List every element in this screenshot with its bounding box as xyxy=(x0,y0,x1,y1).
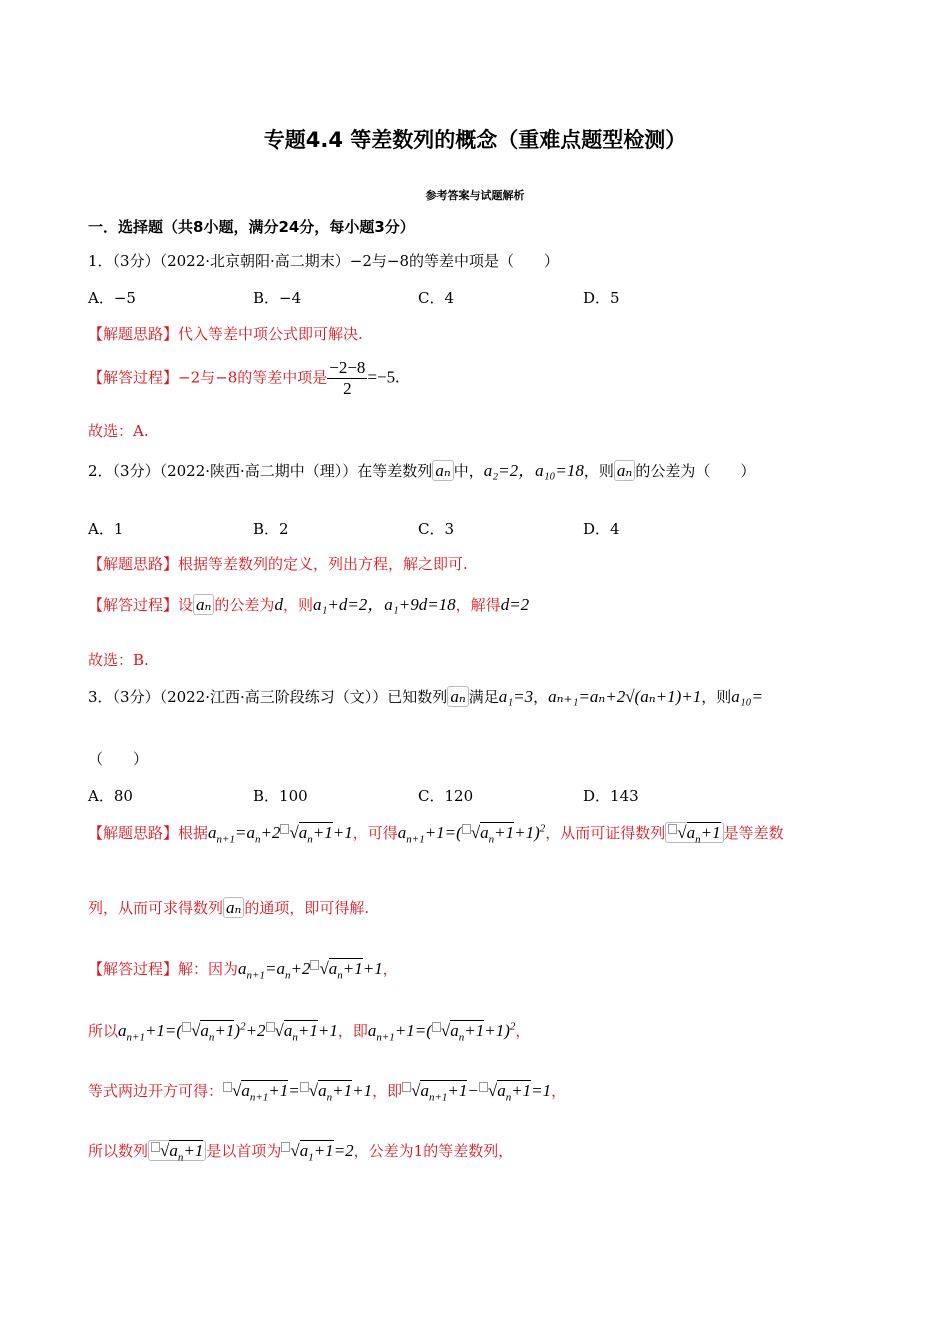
q2-option-d: D．4 xyxy=(583,520,620,538)
q1-option-c: C．4 xyxy=(418,289,455,307)
q1-option-a: A．−5 xyxy=(88,289,136,307)
q3-option-d: D．143 xyxy=(583,787,639,805)
q2-seq-2: aₙ xyxy=(614,460,635,481)
q3-idea-label: 【解题思路】 xyxy=(88,824,179,842)
q2-option-a: A．1 xyxy=(88,520,124,538)
q2-stem-pre: 2．（3分）（2022·陕西·高二期中（理））在等差数列 xyxy=(88,462,433,480)
q3-line2-eq2: $a_{n+1}+1=$( $√a_n+1+1)^2$ xyxy=(367,1020,516,1044)
q1-frac-den: 2 xyxy=(343,379,352,398)
q3-idea-4: 是等差数 xyxy=(723,824,784,842)
q1-stem: 1．（3分）（2022·北京朝阳·高二期末）−2与−8的等差中项是（ ） xyxy=(88,252,560,270)
q2-idea xyxy=(88,553,468,574)
q2-option-c: C．3 xyxy=(418,520,455,538)
q2-proc-res: d=2 xyxy=(500,595,530,614)
q1-proc-post: =−5. xyxy=(367,367,400,387)
q3-option-a: A．80 xyxy=(88,787,133,805)
q3-stem-then: ，则 xyxy=(701,688,732,706)
q2-stem-post: 的公差为（ ） xyxy=(635,462,756,480)
q3-idea-eq1: $a_{n+1}=a_n+2$ $√a_n+1+1$ xyxy=(208,823,353,846)
q3-line3: 等式两边开方可得： $√a_{n+1}+1= √a_n+1+1$，即 $√a_{n+1}+1- √a_n+1=1$， xyxy=(88,1081,567,1104)
q2-idea-label: 【解题思路】 xyxy=(88,555,179,573)
q3-stem-mid: 满足 xyxy=(468,688,499,706)
q2-stem-then: ，则 xyxy=(583,462,614,480)
q3-proc-eq: $a_{n+1}=a_n+2$ $√a_n+1+1$ xyxy=(238,959,383,982)
q2-proc-3: ，则 xyxy=(282,596,313,614)
q3-line3-eq1: $√a_{n+1}+1= √a_n+1+1$ xyxy=(223,1081,372,1100)
q2-stem-mid: 中， xyxy=(453,462,484,480)
q3-stem: 3．（3分）（2022·江西·高三阶段练习（文））已知数列 aₙ 满足a₁=3，aₙ₊₁=aₙ+2√(aₙ+1)+1，则a₁₀= xyxy=(88,687,764,706)
page-title: 专题4.4 等差数列的概念（重难点题型检测） xyxy=(263,128,687,152)
q3-target: a₁₀= xyxy=(731,687,764,706)
q3-seq: aₙ xyxy=(447,686,468,707)
q2-proc-2: 的公差为 xyxy=(214,596,275,614)
q3-line4-pre: 所以数列 xyxy=(88,1142,149,1160)
q3-line4-mid: 是以首项为 xyxy=(206,1142,282,1160)
q3-line4-eq: $√a_1+1=2$ xyxy=(281,1141,353,1160)
q1-idea xyxy=(88,323,363,344)
q3-idea-3: ，从而可证得数列 xyxy=(545,824,666,842)
q3-idea-seq: $√a_n+1$ xyxy=(665,822,723,843)
q1-option-b: B．−4 xyxy=(253,289,302,307)
section-heading: 一．选择题（共8小题，满分24分，每小题3分） xyxy=(88,218,415,236)
page-subtitle: 参考答案与试题解析 xyxy=(425,189,525,202)
q2-answer: 故选：B. xyxy=(88,651,149,669)
q2-proc-4: ，解得 xyxy=(455,596,501,614)
q1-option-d: D．5 xyxy=(583,289,620,307)
q2-stem xyxy=(88,456,755,481)
q3-cond1: a₁=3 xyxy=(498,687,534,706)
q1-proc-label: 【解答过程】 xyxy=(88,368,179,387)
q3-idea xyxy=(88,822,784,845)
q2-seq: aₙ xyxy=(432,460,453,481)
q2-proc-seq: aₙ xyxy=(193,594,214,615)
q3-idea-6: 的通项，即可得解. xyxy=(244,899,370,917)
q1-process xyxy=(88,358,399,399)
q1-fraction xyxy=(327,358,367,399)
q3-process: 【解答过程】解：因为$a_{n+1}=a_n+2$ $√a_n+1+1$， xyxy=(88,959,398,982)
q1-proc-pre: −2与−8的等差中项是 xyxy=(178,368,328,387)
q2-idea-text: 根据等差数列的定义，列出方程，解之即可. xyxy=(178,555,468,573)
q3-paren: （ ） xyxy=(88,750,149,768)
q3-line2-pre: 所以 xyxy=(88,1022,119,1040)
q2-process xyxy=(88,590,529,615)
q3-idea-seq-2: aₙ xyxy=(223,897,244,918)
q1-answer: 故选：A. xyxy=(88,422,149,440)
q3-line4 xyxy=(88,1140,513,1163)
q1-idea-text: 代入等差中项公式即可解决. xyxy=(178,325,363,343)
q3-cond2: aₙ₊₁=aₙ+2√(aₙ+1)+1 xyxy=(548,687,702,706)
q3-idea-cont xyxy=(88,897,369,918)
q2-option-b: B．2 xyxy=(253,520,289,538)
q3-line4-seq: $√a_n+1$ xyxy=(148,1140,206,1161)
q3-proc-1: 解：因为 xyxy=(178,960,239,978)
q3-idea-2: ，可得 xyxy=(352,824,398,842)
q3-option-c: C．120 xyxy=(418,787,474,805)
q3-line4-post: ，公差为1的等差数列， xyxy=(353,1142,514,1160)
q3-line2-eq1: $a_{n+1}+1=$( $√a_n+1)^2+2$ $√a_n+1+1$ xyxy=(118,1020,338,1044)
q2-proc-label: 【解答过程】 xyxy=(88,596,179,614)
q3-line3-eq2: $√a_{n+1}+1- √a_n+1=1$ xyxy=(402,1081,551,1100)
q2-proc-d: d xyxy=(274,595,283,614)
q2-cond: a₂=2，a₁₀=18 xyxy=(483,461,584,480)
q3-stem-pre: 3．（3分）（2022·江西·高三阶段练习（文））已知数列 xyxy=(88,688,448,706)
q3-idea-1: 根据 xyxy=(178,824,209,842)
q1-idea-label: 【解题思路】 xyxy=(88,325,179,343)
q3-line3-mid: ，即 xyxy=(372,1082,403,1100)
q2-proc-eq: a₁+d=2，a₁+9d=18 xyxy=(312,595,456,614)
q3-idea-5: 列，从而可求得数列 xyxy=(88,899,224,917)
q3-line3-pre: 等式两边开方可得： xyxy=(88,1082,224,1100)
q2-proc-1: 设 xyxy=(178,596,194,614)
q3-proc-label: 【解答过程】 xyxy=(88,960,179,978)
q1-frac-num: −2−8 xyxy=(329,358,366,377)
q3-line2: 所以$a_{n+1}+1=$( $√a_n+1)^2+2$ $√a_n+1+1$，即$a_{n+1}+1=$( $√a_n+1+1)^2$， xyxy=(88,1020,531,1044)
q3-line2-mid: ，即 xyxy=(337,1022,368,1040)
q3-option-b: B．100 xyxy=(253,787,308,805)
q3-idea-eq2: $a_{n+1}+1=$( $√a_n+1+1)^2$ xyxy=(397,822,546,846)
